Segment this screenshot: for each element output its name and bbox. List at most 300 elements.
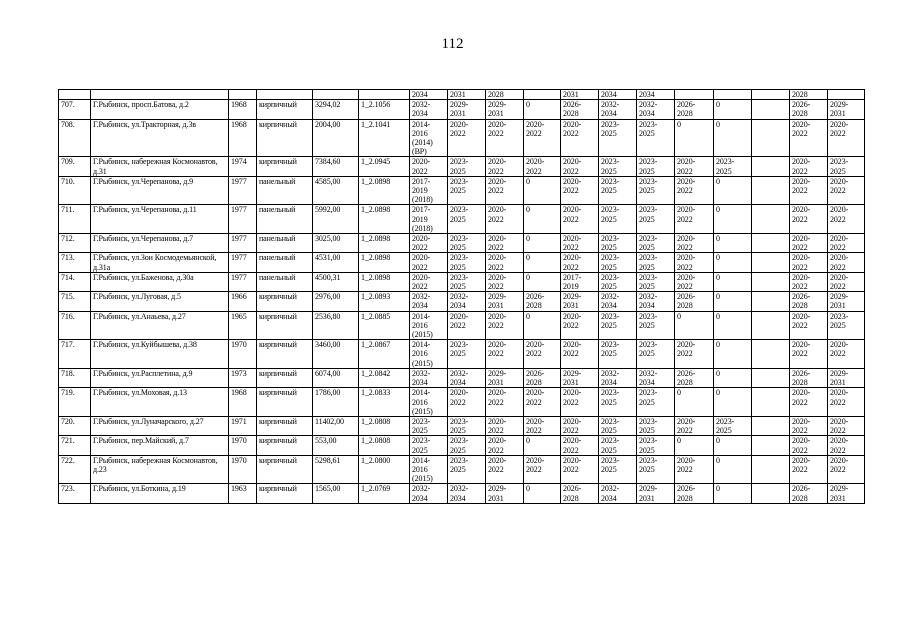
cell-period-1: 2014- 2016 (2015) [410,455,448,484]
cell-period-6: 2034 [599,90,637,100]
continued-row [59,90,865,100]
table-row [59,484,865,503]
cell-code: 1_2.0893 [359,292,410,311]
cell-period-6: 2023- 2025 [599,416,637,435]
cell-period-5: 2031 [561,90,599,100]
cell-period-9: 0 [714,100,752,119]
cell-wall-material: панельный [257,272,313,291]
cell-period-6: 2023- 2025 [599,119,637,157]
cell-period-2: 2023- 2025 [448,234,486,253]
cell-area [313,90,359,100]
cell-area: 1565,00 [313,484,359,503]
cell-period-12: 2020- 2022 [828,234,865,253]
cell-area: 2536,80 [313,311,359,340]
cell-period-2: 2023- 2025 [448,272,486,291]
cell-period-6: 2032- 2034 [599,368,637,387]
cell-wall-material: панельный [257,234,313,253]
cell-period-8: 2026- 2028 [675,292,714,311]
cell-period-5: 2020- 2022 [561,340,599,369]
cell-period-8: 2020- 2022 [675,176,714,205]
cell-period-5: 2020- 2022 [561,253,599,272]
repair-schedule-table [58,89,865,504]
cell-row-number: 713. [59,253,91,272]
cell-period-8: 2020- 2022 [675,416,714,435]
cell-area: 7384,60 [313,157,359,176]
cell-period-11: 2020- 2022 [790,416,828,435]
cell-area: 2976,00 [313,292,359,311]
cell-address: Г.Рыбинск, ул.Моховая, д.13 [91,388,229,417]
cell-period-12: 2020- 2022 [828,436,865,455]
cell-period-9: 0 [714,340,752,369]
cell-code: 1_2.0898 [359,234,410,253]
cell-period-7: 2023- 2025 [637,234,675,253]
cell-area: 5298,61 [313,455,359,484]
cell-period-4: 0 [524,205,561,234]
cell-period-3: 2020- 2022 [486,253,524,272]
cell-row-number: 710. [59,176,91,205]
cell-period-1: 2014- 2016 (2015) [410,340,448,369]
cell-row-number: 711. [59,205,91,234]
cell-period-10 [752,205,790,234]
cell-period-4: 2020- 2022 [524,455,561,484]
cell-period-3: 2020- 2022 [486,436,524,455]
cell-period-2: 2020- 2022 [448,388,486,417]
cell-address: Г.Рыбинск, ул.Тракторная, д.3в [91,119,229,157]
cell-year-built: 1977 [229,253,257,272]
cell-area: 3460,00 [313,340,359,369]
cell-year-built: 1966 [229,292,257,311]
cell-period-2: 2023- 2025 [448,340,486,369]
cell-period-1: 2023- 2025 [410,416,448,435]
cell-period-6: 2023- 2025 [599,388,637,417]
cell-wall-material: кирпичный [257,292,313,311]
cell-address: Г.Рыбинск, ул.Луговая, д.5 [91,292,229,311]
cell-period-12: 2029- 2031 [828,368,865,387]
cell-year-built: 1968 [229,119,257,157]
cell-period-1: 2014- 2016 (2014) (ВР) [410,119,448,157]
cell-area: 11402,00 [313,416,359,435]
cell-period-2: 2023- 2025 [448,176,486,205]
cell-period-7: 2032- 2034 [637,100,675,119]
cell-row-number: 707. [59,100,91,119]
cell-period-8: 2020- 2022 [675,253,714,272]
table-row [59,272,865,291]
cell-row-number: 715. [59,292,91,311]
cell-period-3: 2020- 2022 [486,455,524,484]
cell-period-1: 2032- 2034 [410,368,448,387]
cell-period-6: 2023- 2025 [599,205,637,234]
cell-period-1: 2032- 2034 [410,100,448,119]
cell-period-3: 2020- 2022 [486,234,524,253]
cell-period-10 [752,272,790,291]
cell-row-number: 714. [59,272,91,291]
cell-row-number: 723. [59,484,91,503]
cell-period-9 [714,90,752,100]
table-row [59,292,865,311]
cell-year-built: 1970 [229,340,257,369]
cell-period-3: 2029- 2031 [486,368,524,387]
cell-period-9: 0 [714,234,752,253]
cell-year-built: 1970 [229,455,257,484]
cell-period-5: 2020- 2022 [561,455,599,484]
cell-row-number: 721. [59,436,91,455]
cell-period-11: 2020- 2022 [790,119,828,157]
cell-period-10 [752,157,790,176]
cell-code: 1_2.0898 [359,205,410,234]
cell-period-7: 2023- 2025 [637,176,675,205]
cell-period-5: 2020- 2022 [561,311,599,340]
cell-period-6: 2032- 2034 [599,292,637,311]
cell-period-8: 2026- 2028 [675,484,714,503]
cell-period-11: 2026- 2028 [790,292,828,311]
cell-period-5: 2020- 2022 [561,205,599,234]
cell-period-5: 2020- 2022 [561,388,599,417]
cell-period-1: 2023- 2025 [410,436,448,455]
cell-address: Г.Рыбинск, ул.Черепанова, д.11 [91,205,229,234]
cell-period-9: 2023- 2025 [714,157,752,176]
cell-period-2: 2032- 2034 [448,484,486,503]
cell-period-2: 2023- 2025 [448,253,486,272]
cell-period-2: 2032- 2034 [448,368,486,387]
cell-address: Г.Рыбинск, ул.Черепанова, д.9 [91,176,229,205]
cell-period-8: 2026- 2028 [675,100,714,119]
cell-period-2: 2032- 2034 [448,292,486,311]
cell-period-10 [752,90,790,100]
cell-period-12: 2020- 2022 [828,253,865,272]
cell-period-10 [752,416,790,435]
cell-period-6: 2032- 2034 [599,100,637,119]
cell-period-12: 2020- 2022 [828,272,865,291]
cell-period-11: 2020- 2022 [790,205,828,234]
cell-period-3: 2029- 2031 [486,292,524,311]
cell-row-number [59,90,91,100]
cell-period-4: 2020- 2022 [524,340,561,369]
cell-period-7: 2023- 2025 [637,340,675,369]
cell-year-built: 1971 [229,416,257,435]
cell-period-2: 2029- 2031 [448,100,486,119]
cell-period-8: 2020- 2022 [675,157,714,176]
cell-period-11: 2020- 2022 [790,455,828,484]
table-row [59,176,865,205]
cell-period-1: 2020- 2022 [410,272,448,291]
cell-period-1: 2034 [410,90,448,100]
cell-period-8: 0 [675,436,714,455]
cell-code: 1_2.0885 [359,311,410,340]
cell-period-9: 0 [714,292,752,311]
cell-period-12: 2029- 2031 [828,292,865,311]
cell-period-1: 2017- 2019 (2018) [410,176,448,205]
cell-wall-material: панельный [257,205,313,234]
table-row [59,368,865,387]
cell-period-7: 2023- 2025 [637,205,675,234]
cell-wall-material: кирпичный [257,311,313,340]
cell-period-4: 0 [524,311,561,340]
cell-code: 1_2.0808 [359,416,410,435]
cell-period-5: 2026- 2028 [561,100,599,119]
cell-period-8: 2020- 2022 [675,272,714,291]
cell-period-10 [752,311,790,340]
cell-period-7: 2034 [637,90,675,100]
cell-period-8: 0 [675,388,714,417]
cell-period-11: 2020- 2022 [790,176,828,205]
table-row [59,340,865,369]
cell-period-5: 2020- 2022 [561,234,599,253]
cell-period-4: 0 [524,484,561,503]
cell-period-8: 2020- 2022 [675,234,714,253]
cell-period-12: 2020- 2022 [828,340,865,369]
cell-period-9: 0 [714,272,752,291]
cell-period-1: 2014- 2016 (2015) [410,311,448,340]
cell-period-5: 2020- 2022 [561,119,599,157]
cell-code: 1_2.0898 [359,176,410,205]
cell-row-number: 719. [59,388,91,417]
cell-period-12: 2020- 2022 [828,416,865,435]
cell-period-4: 0 [524,176,561,205]
page-number: 112 [441,36,464,52]
cell-period-12: 2020- 2022 [828,205,865,234]
cell-period-12: 2029- 2031 [828,484,865,503]
cell-period-12: 2020- 2022 [828,455,865,484]
table-row [59,205,865,234]
cell-period-8: 2020- 2022 [675,455,714,484]
cell-period-9: 0 [714,119,752,157]
cell-address: Г.Рыбинск, пер.Майский, д.7 [91,436,229,455]
cell-period-11: 2026- 2028 [790,368,828,387]
cell-wall-material: кирпичный [257,455,313,484]
cell-period-1: 2020- 2022 [410,157,448,176]
cell-year-built: 1963 [229,484,257,503]
cell-code: 1_2.0808 [359,436,410,455]
cell-period-2: 2020- 2022 [448,311,486,340]
cell-period-3: 2020- 2022 [486,176,524,205]
cell-period-9: 0 [714,311,752,340]
cell-period-12: 2029- 2031 [828,100,865,119]
cell-address: Г.Рыбинск, ул.Баженова, д.30а [91,272,229,291]
cell-row-number: 712. [59,234,91,253]
table-body [59,90,865,504]
cell-period-4: 2020- 2022 [524,119,561,157]
cell-period-5: 2020- 2022 [561,157,599,176]
cell-period-7: 2032- 2034 [637,292,675,311]
cell-year-built [229,90,257,100]
cell-address: Г.Рыбинск, ул.Луначарского, д.27 [91,416,229,435]
cell-year-built: 1977 [229,272,257,291]
cell-period-11: 2020- 2022 [790,253,828,272]
cell-period-8: 2020- 2022 [675,205,714,234]
cell-period-7: 2029- 2031 [637,484,675,503]
cell-row-number: 720. [59,416,91,435]
cell-row-number: 717. [59,340,91,369]
cell-period-5: 2029- 2031 [561,368,599,387]
cell-period-3: 2029- 2031 [486,100,524,119]
cell-address: Г.Рыбинск, ул.Расплетина, д.9 [91,368,229,387]
cell-period-9: 2023- 2025 [714,416,752,435]
cell-period-6: 2023- 2025 [599,436,637,455]
cell-period-10 [752,388,790,417]
cell-period-6: 2023- 2025 [599,157,637,176]
cell-row-number: 722. [59,455,91,484]
cell-address [91,90,229,100]
cell-period-9: 0 [714,484,752,503]
cell-wall-material: кирпичный [257,119,313,157]
cell-period-7: 2023- 2025 [637,272,675,291]
cell-period-12: 2020- 2022 [828,176,865,205]
cell-period-6: 2032- 2034 [599,484,637,503]
table-row [59,119,865,157]
cell-period-10 [752,119,790,157]
cell-code: 1_2.0842 [359,368,410,387]
cell-period-11: 2020- 2022 [790,272,828,291]
cell-period-10 [752,292,790,311]
cell-period-12: 2023- 2025 [828,157,865,176]
cell-year-built: 1968 [229,388,257,417]
cell-period-12 [828,90,865,100]
cell-period-10 [752,340,790,369]
cell-wall-material: панельный [257,253,313,272]
cell-period-3: 2020- 2022 [486,157,524,176]
cell-period-1: 2014- 2016 (2015) [410,388,448,417]
table-row [59,253,865,272]
cell-period-1: 2020- 2022 [410,253,448,272]
cell-period-4: 2020- 2022 [524,157,561,176]
cell-code: 1_2.0898 [359,272,410,291]
cell-period-7: 2023- 2025 [637,157,675,176]
cell-year-built: 1968 [229,100,257,119]
cell-period-7: 2023- 2025 [637,388,675,417]
cell-wall-material: кирпичный [257,416,313,435]
cell-period-9: 0 [714,368,752,387]
cell-period-3: 2020- 2022 [486,388,524,417]
cell-wall-material [257,90,313,100]
cell-period-2: 2020- 2022 [448,119,486,157]
table-row [59,157,865,176]
cell-period-10 [752,100,790,119]
cell-code [359,90,410,100]
cell-period-5: 2020- 2022 [561,176,599,205]
cell-period-6: 2023- 2025 [599,253,637,272]
cell-wall-material: кирпичный [257,388,313,417]
table-row [59,234,865,253]
cell-year-built: 1974 [229,157,257,176]
table-row [59,311,865,340]
cell-period-10 [752,436,790,455]
cell-period-11: 2020- 2022 [790,340,828,369]
cell-period-5: 2020- 2022 [561,416,599,435]
cell-period-4: 0 [524,234,561,253]
cell-period-1: 2020- 2022 [410,234,448,253]
cell-area: 553,00 [313,436,359,455]
cell-address: Г.Рыбинск, набережная Космонавтов, д.23 [91,455,229,484]
table-row [59,455,865,484]
cell-year-built: 1977 [229,176,257,205]
cell-period-8 [675,90,714,100]
cell-row-number: 709. [59,157,91,176]
cell-area: 5992,00 [313,205,359,234]
cell-period-10 [752,234,790,253]
cell-period-5: 2017- 2019 [561,272,599,291]
cell-area: 4500,31 [313,272,359,291]
cell-wall-material: кирпичный [257,484,313,503]
cell-period-11: 2020- 2022 [790,311,828,340]
cell-year-built: 1973 [229,368,257,387]
table-row [59,388,865,417]
cell-code: 1_2.0898 [359,253,410,272]
cell-period-3: 2020- 2022 [486,119,524,157]
cell-period-2: 2031 [448,90,486,100]
cell-period-12: 2023- 2025 [828,311,865,340]
cell-period-8: 0 [675,119,714,157]
cell-period-11: 2028 [790,90,828,100]
cell-wall-material: кирпичный [257,436,313,455]
cell-wall-material: панельный [257,176,313,205]
table-row [59,100,865,119]
cell-address: Г.Рыбинск, ул.Черепанова, д.7 [91,234,229,253]
cell-period-6: 2023- 2025 [599,340,637,369]
cell-period-11: 2026- 2028 [790,484,828,503]
cell-area: 4531,00 [313,253,359,272]
cell-period-7: 2023- 2025 [637,455,675,484]
cell-period-1: 2017- 2019 (2018) [410,205,448,234]
cell-year-built: 1977 [229,234,257,253]
cell-area: 2004,00 [313,119,359,157]
cell-period-3: 2020- 2022 [486,205,524,234]
cell-period-8: 2020- 2022 [675,340,714,369]
cell-area: 4585,00 [313,176,359,205]
cell-period-9: 0 [714,176,752,205]
cell-period-6: 2023- 2025 [599,176,637,205]
cell-period-6: 2023- 2025 [599,272,637,291]
cell-period-11: 2020- 2022 [790,234,828,253]
cell-code: 1_2.0833 [359,388,410,417]
cell-code: 1_2.0867 [359,340,410,369]
cell-period-1: 2032- 2034 [410,484,448,503]
cell-period-9: 0 [714,253,752,272]
cell-period-9: 0 [714,205,752,234]
cell-period-1: 2032- 2034 [410,292,448,311]
cell-period-4: 0 [524,253,561,272]
cell-period-6: 2023- 2025 [599,311,637,340]
cell-period-7: 2023- 2025 [637,311,675,340]
cell-address: Г.Рыбинск, ул.Анаьева, д.27 [91,311,229,340]
cell-period-9: 0 [714,388,752,417]
cell-code: 1_2.0800 [359,455,410,484]
cell-period-7: 2032- 2034 [637,368,675,387]
cell-period-11: 2026- 2028 [790,100,828,119]
cell-wall-material: кирпичный [257,340,313,369]
cell-wall-material: кирпичный [257,100,313,119]
cell-code: 1_2.1041 [359,119,410,157]
cell-period-3: 2020- 2022 [486,311,524,340]
cell-period-3: 2028 [486,90,524,100]
cell-period-3: 2020- 2022 [486,272,524,291]
cell-period-8: 0 [675,311,714,340]
cell-period-6: 2023- 2025 [599,234,637,253]
cell-area: 3294,02 [313,100,359,119]
cell-period-4: 2020- 2022 [524,388,561,417]
cell-row-number: 708. [59,119,91,157]
cell-period-2: 2023- 2025 [448,205,486,234]
cell-period-10 [752,484,790,503]
cell-period-10 [752,253,790,272]
cell-row-number: 718. [59,368,91,387]
cell-period-2: 2023- 2025 [448,436,486,455]
cell-period-12: 2020- 2022 [828,119,865,157]
cell-code: 1_2.1056 [359,100,410,119]
cell-period-3: 2020- 2022 [486,416,524,435]
table-row [59,436,865,455]
cell-period-12: 2020- 2022 [828,388,865,417]
cell-period-4: 2026- 2028 [524,368,561,387]
